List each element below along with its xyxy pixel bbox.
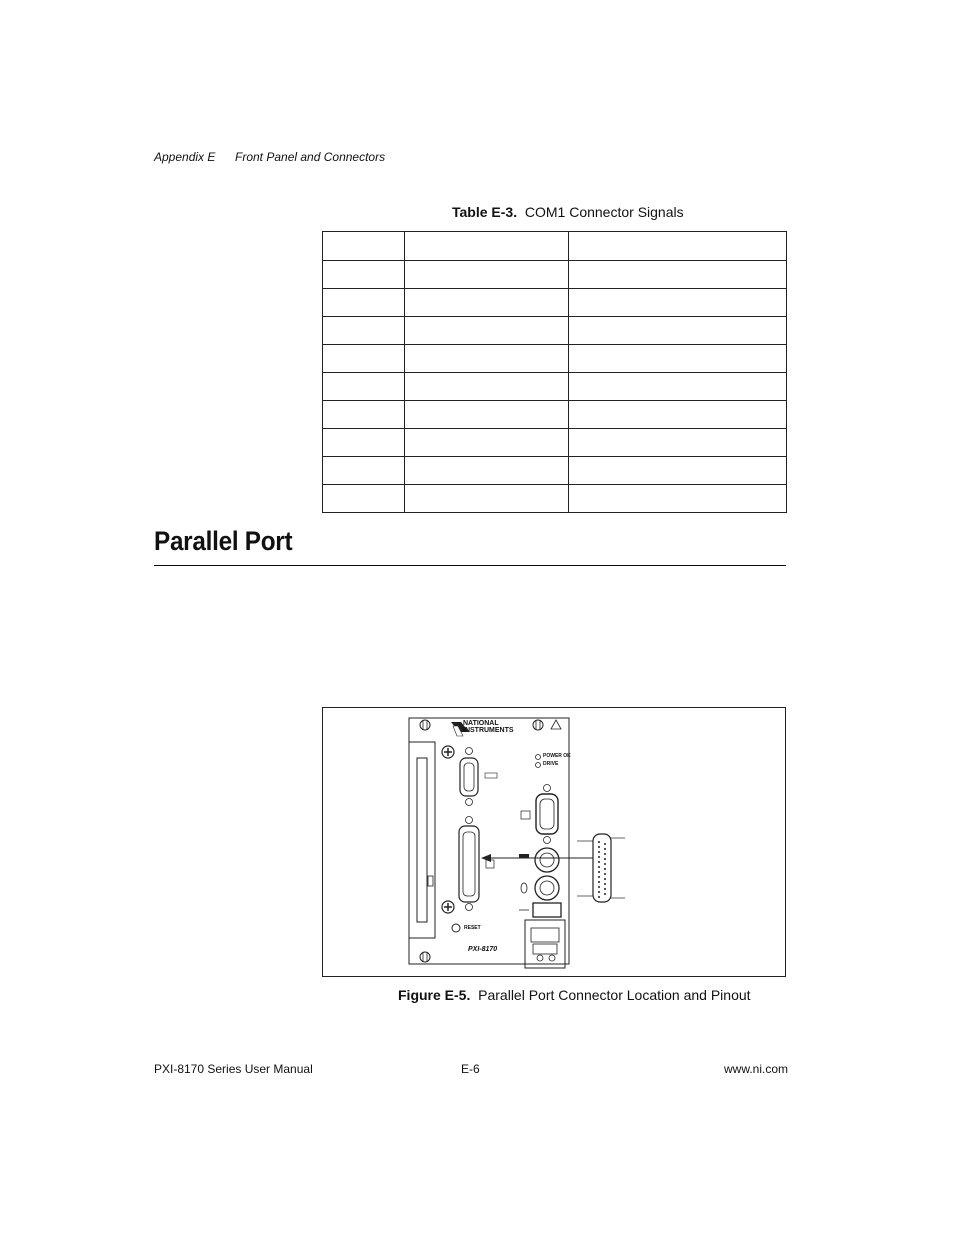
table-cell xyxy=(405,261,569,289)
panel-screw-icon xyxy=(420,952,430,962)
section-title: Parallel Port xyxy=(154,526,293,556)
table-header-row xyxy=(323,232,787,261)
com1-signals-table xyxy=(322,231,787,513)
power-ok-label: POWER OK xyxy=(543,753,571,759)
parallel-connector xyxy=(459,826,479,902)
table-row xyxy=(323,401,787,429)
table-row xyxy=(323,429,787,457)
figure-caption-text: Parallel Port Connector Location and Pinout xyxy=(478,987,751,1003)
mouse-connector xyxy=(535,876,559,900)
table-row xyxy=(323,373,787,401)
reset-button xyxy=(452,924,460,932)
table-cell xyxy=(323,289,405,317)
table-row xyxy=(323,457,787,485)
card-edge xyxy=(409,742,435,938)
usb-connector xyxy=(533,903,561,917)
table-caption-text: COM1 Connector Signals xyxy=(524,204,684,220)
section-rule xyxy=(154,565,786,566)
figure-caption xyxy=(398,987,751,1003)
video-connector xyxy=(536,794,558,834)
card-slot xyxy=(417,758,427,922)
table-cell xyxy=(569,401,787,429)
com-connector xyxy=(460,758,478,796)
table-cell xyxy=(405,485,569,513)
table-cell xyxy=(405,289,569,317)
com-port-icon xyxy=(485,773,497,778)
footer-url[interactable]: www.ni.com xyxy=(724,1062,789,1076)
header-chapter: Front Panel and Connectors xyxy=(235,150,386,164)
table-cell xyxy=(323,485,405,513)
table-cell xyxy=(569,345,787,373)
db25-pins xyxy=(598,841,606,898)
figure-box xyxy=(322,707,786,977)
table-cell xyxy=(569,317,787,345)
figure-caption-label: Figure E-5. xyxy=(398,987,471,1003)
table-cell xyxy=(405,429,569,457)
table-cell xyxy=(323,457,405,485)
table-cell xyxy=(323,345,405,373)
keyboard-icon xyxy=(519,854,529,858)
table-cell xyxy=(323,429,405,457)
table-cell xyxy=(569,429,787,457)
panel-brand-line2: INSTRUMENTS xyxy=(463,727,514,734)
db25-pinout xyxy=(593,834,611,902)
drive-label: DRIVE xyxy=(543,761,559,767)
mouse-icon xyxy=(521,883,527,893)
table-cell xyxy=(323,261,405,289)
table-cell xyxy=(405,457,569,485)
footer-page-number: E-6 xyxy=(461,1062,480,1076)
reset-label: RESET xyxy=(464,925,481,931)
table-row xyxy=(323,345,787,373)
table-row xyxy=(323,485,787,513)
table-row xyxy=(323,317,787,345)
table-cell xyxy=(405,345,569,373)
panel-brand-line1: NATIONAL xyxy=(463,720,499,727)
panel-screw-icon xyxy=(420,720,430,730)
table-caption xyxy=(452,204,684,220)
footer-manual: PXI-8170 Series User Manual xyxy=(154,1062,313,1076)
table-cell xyxy=(405,401,569,429)
power-led xyxy=(536,755,541,760)
table-caption-label: Table E-3. xyxy=(452,204,518,220)
table-cell xyxy=(569,261,787,289)
table-row xyxy=(323,289,787,317)
table-cell xyxy=(323,401,405,429)
table-cell xyxy=(323,373,405,401)
table-cell xyxy=(569,373,787,401)
panel-screw-icon xyxy=(533,720,543,730)
table-cell xyxy=(569,232,787,261)
table-row xyxy=(323,261,787,289)
drive-led xyxy=(536,763,541,768)
table-cell xyxy=(323,232,405,261)
header-appendix: Appendix E xyxy=(154,150,216,164)
model-label: PXI-8170 xyxy=(468,946,498,953)
table-cell xyxy=(405,373,569,401)
warning-icon xyxy=(551,720,561,729)
monitor-icon xyxy=(521,811,530,819)
table-cell xyxy=(405,232,569,261)
panel-brand xyxy=(463,720,514,734)
table-cell xyxy=(405,317,569,345)
front-panel-illustration xyxy=(323,708,785,976)
table-cell xyxy=(569,485,787,513)
table-cell xyxy=(323,317,405,345)
table-cell xyxy=(569,289,787,317)
keyboard-connector xyxy=(535,848,559,872)
table-cell xyxy=(569,457,787,485)
